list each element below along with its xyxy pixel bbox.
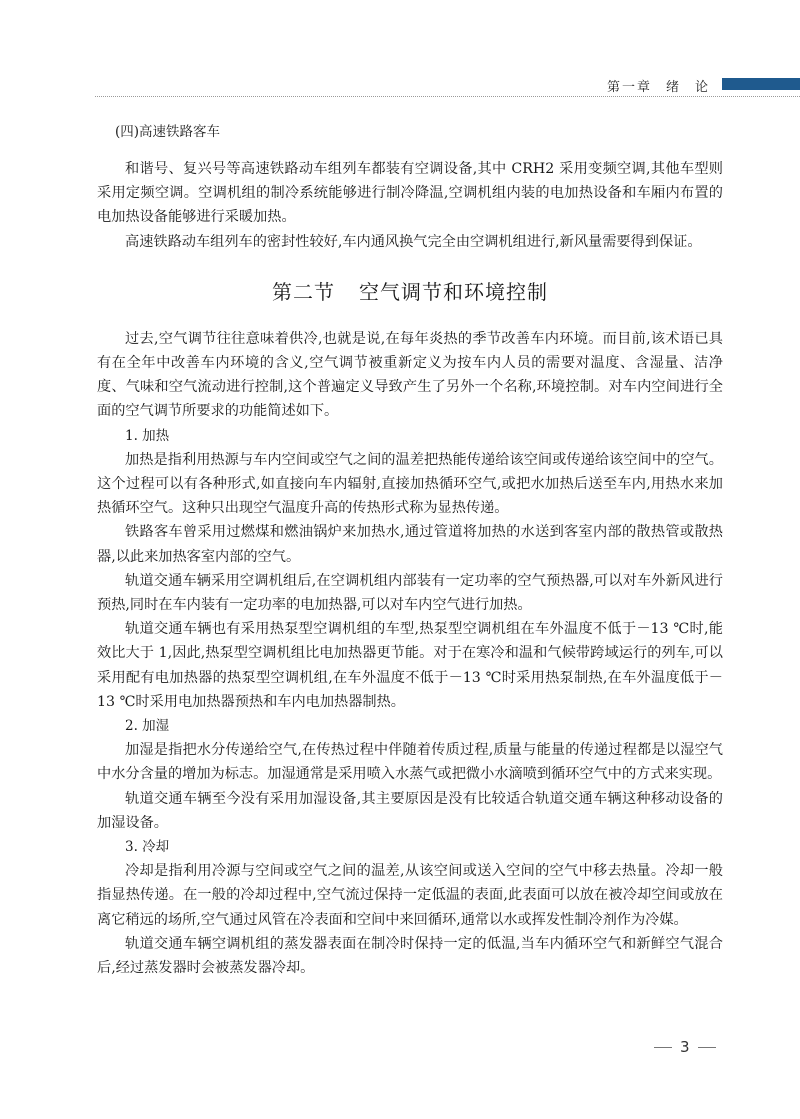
item-heading-cooling: 3. 冷却 bbox=[125, 839, 170, 856]
paragraph: 轨道交通车辆空调机组的蒸发器表面在制冷时保持一定的低温,当车内循环空气和新鲜空气混合后,经过蒸发器时会被蒸发器冷却。 bbox=[97, 935, 723, 977]
chapter-header bbox=[607, 76, 710, 95]
paragraph: 和谐号、复兴号等高速铁路动车组列车都装有空调设备,其中 CRH2 采用变频空调,其他车型则采用定频空调。空调机组的制冷系统能够进行制冷降温,空调机组内装的电加热设备和车厢内布置的电加热设备能够进行采暖加热。 bbox=[97, 161, 723, 226]
header-accent-bar bbox=[722, 78, 800, 90]
page-number-dash-right bbox=[698, 1047, 716, 1048]
subsection-title: (四)高速铁路客车 bbox=[115, 124, 221, 140]
paragraph: 过去,空气调节往往意味着供冷,也就是说,在每年炎热的季节改善车内环境。而目前,该术语已具有在全年中改善车内环境的含义,空气调节被重新定义为按车内人员的需要对温度、含湿量、洁净度、气味和空气流动进行控制,这个普遍定义导致产生了另外一个名称,环境控制。对车内空间进行全面的空气调节所要求的功能简述如下。 bbox=[97, 330, 723, 420]
page-number-dash-left bbox=[654, 1047, 672, 1048]
running-header bbox=[0, 76, 800, 96]
page-content bbox=[97, 120, 723, 980]
paragraph: 轨道交通车辆也有采用热泵型空调机组的车型,热泵型空调机组在车外温度不低于－13 ℃时,能效比大于 1,因此,热泵型空调机组比电加热器更节能。对于在寒冷和温和气候带跨域运行的列车,可以采用配有电加热器的热泵型空调机组,在车外温度不低于－13 ℃时采用热泵制热,在车外温度低于－13 ℃时采用电加热器预热和车内电加热器制热。 bbox=[97, 621, 723, 710]
item-heading-heating: 1. 加热 bbox=[125, 427, 170, 444]
paragraph: 轨道交通车辆采用空调机组后,在空调机组内部装有一定功率的空气预热器,可以对车外新风进行预热,同时在车内装有一定功率的电加热器,可以对车内空气进行加热。 bbox=[97, 572, 723, 614]
item-heading-humidifying: 2. 加湿 bbox=[125, 718, 170, 735]
section-name: 空气调节和环境控制 bbox=[359, 279, 548, 304]
page-number bbox=[646, 1038, 724, 1056]
paragraph: 加热是指利用热源与车内空间或空气之间的温差把热能传递给该空间或传递给该空间中的空气。这个过程可以有各种形式,如直接向车内辐射,直接加热循环空气,或把水加热后送至车内,用热水来加热循环空气。这种只出现空气温度升高的传热形式称为显热传递。 bbox=[97, 451, 723, 517]
paragraph: 轨道交通车辆至今没有采用加湿设备,其主要原因是没有比较适合轨道交通车辆这种移动设备的加湿设备。 bbox=[97, 790, 723, 831]
chapter-title-char-1: 绪 bbox=[665, 80, 681, 95]
paragraph: 高速铁路动车组列车的密封性较好,车内通风换气完全由空调机组进行,新风量需要得到保证。 bbox=[125, 233, 702, 250]
page-number-value: 3 bbox=[680, 1038, 690, 1056]
section-title bbox=[97, 276, 723, 305]
paragraph: 加湿是指把水分传递给空气,在传热过程中伴随着传质过程,质量与能量的传递过程都是以湿空气中水分含量的增加为标志。加湿通常是采用喷入水蒸气或把微小水滴喷到循环空气中的方式来实现。 bbox=[97, 742, 723, 783]
chapter-title-char-2: 论 bbox=[694, 80, 710, 95]
paragraph: 冷却是指利用冷源与空间或空气之间的温差,从该空间或送入空间的空气中移去热量。冷却一般指显热传递。在一般的冷却过程中,空气流过保持一定低温的表面,此表面可以放在被冷却空间或放在离它稍远的场所,空气通过风管在冷表面和空间中来回循环,通常以水或挥发性制冷剂作为冷媒。 bbox=[97, 863, 723, 928]
chapter-number: 第一章 bbox=[606, 80, 652, 95]
section-number: 第二节 bbox=[272, 279, 335, 304]
paragraph: 铁路客车曾采用过燃煤和燃油锅炉来加热水,通过管道将加热的水送到客室内部的散热管或散热器,以此来加热客室内部的空气。 bbox=[97, 524, 723, 565]
header-dotted-rule bbox=[95, 96, 800, 97]
